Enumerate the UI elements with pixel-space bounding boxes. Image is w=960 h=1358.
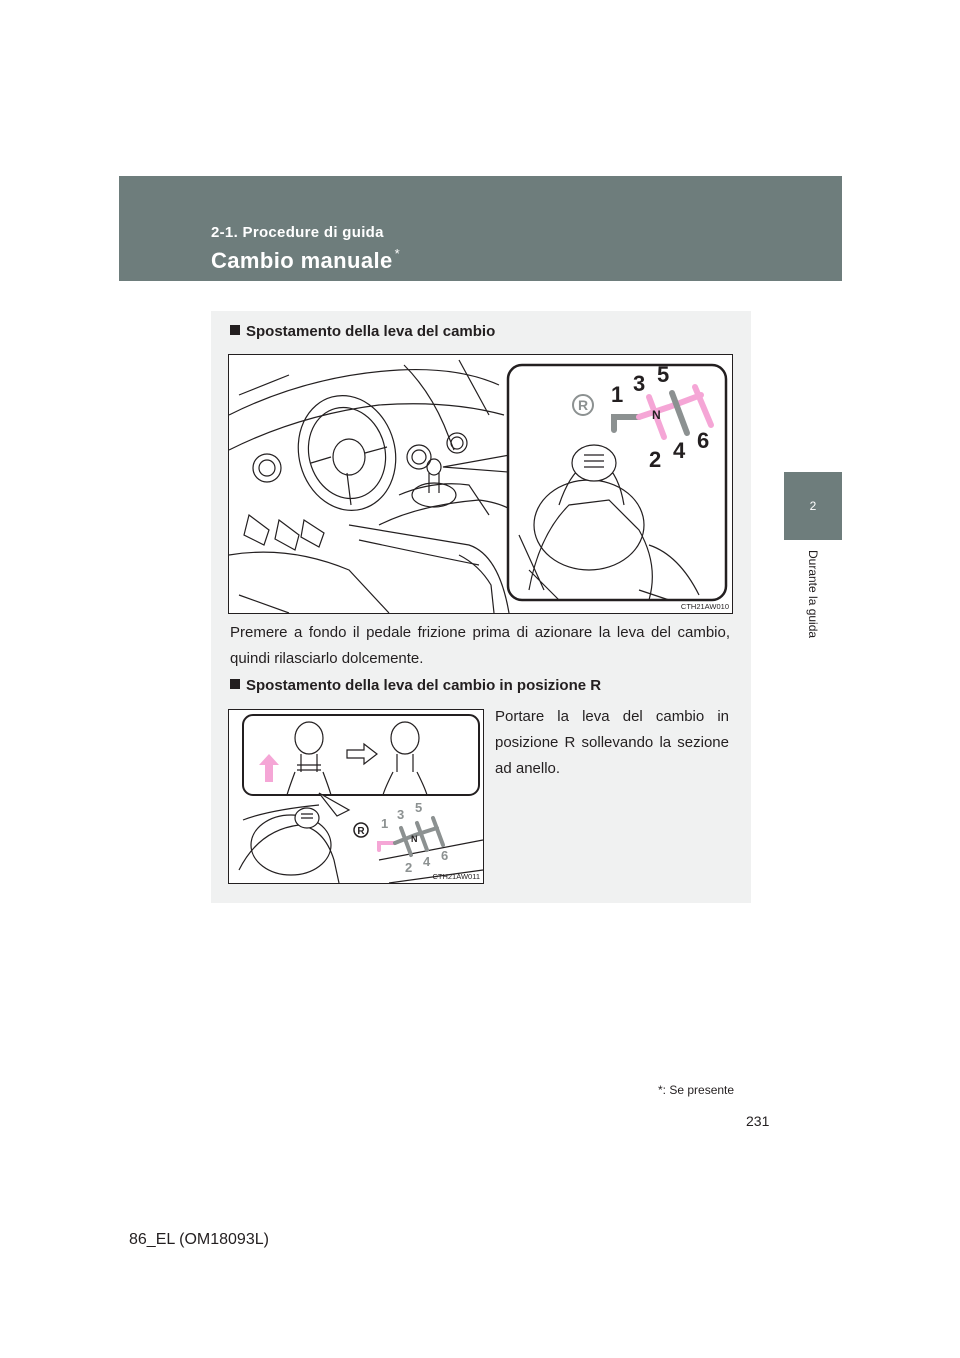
gear-label-1-small: 1 [381, 816, 389, 831]
figure-code: CTH21AW011 [432, 872, 480, 881]
footnote-text: : Se presente [662, 1083, 735, 1097]
gear-label-5: 5 [657, 362, 670, 387]
heading-shift-lever [230, 323, 495, 340]
chapter-tab[interactable] [784, 472, 842, 540]
footnote-asterisk: * [658, 1083, 663, 1097]
page-number: 231 [746, 1113, 770, 1129]
heading-reverse-text: Spostamento della leva del cambio in posizione R [246, 677, 602, 694]
gear-label-r: R [577, 397, 589, 413]
chapter-label: Durante la guida [806, 550, 820, 639]
square-bullet-icon [230, 679, 240, 689]
chapter-number: 2 [809, 499, 817, 513]
figure-reverse [228, 709, 484, 884]
figure-shift-lever [228, 354, 733, 614]
footnote [658, 1083, 734, 1097]
page-header [119, 176, 842, 281]
square-bullet-icon [230, 325, 240, 335]
page-title-text: Cambio manuale [211, 248, 393, 273]
content-box [211, 311, 751, 903]
gear-label-2-small: 2 [405, 860, 413, 875]
page-title [211, 248, 400, 274]
heading-reverse [230, 677, 601, 694]
gear-label-r-small: R [357, 826, 365, 837]
gear-label-1: 1 [611, 382, 624, 407]
paragraph-clutch: Premere a fondo il pedale frizione prima di azionare la leva del cambio, quindi rilasciarlo dolcemente. [230, 624, 730, 667]
gear-label-3: 3 [633, 371, 646, 396]
gear-label-3-small: 3 [397, 807, 405, 822]
chapter-label-container [784, 550, 842, 670]
gear-label-6: 6 [697, 428, 710, 453]
gear-label-n-small: N [411, 834, 418, 844]
gear-label-2: 2 [649, 447, 662, 472]
gear-label-n: N [652, 408, 661, 422]
gear-label-6-small: 6 [441, 848, 449, 863]
gear-label-5-small: 5 [415, 800, 423, 815]
title-asterisk: * [394, 246, 401, 261]
gear-label-4-small: 4 [423, 854, 431, 869]
figure-car-interior-illustration [229, 355, 732, 613]
gear-label-4: 4 [673, 438, 686, 463]
figure-code: CTH21AW010 [680, 602, 729, 611]
model-code: 86_EL (OM18093L) [129, 1231, 269, 1248]
figure-reverse-illustration [229, 710, 483, 883]
section-title: 2-1. Procedure di guida [211, 224, 384, 241]
heading-shift-lever-text: Spostamento della leva del cambio [246, 323, 496, 340]
paragraph-reverse: Portare la leva del cambio in posizione R sollevando la sezione ad anello. [495, 708, 729, 777]
